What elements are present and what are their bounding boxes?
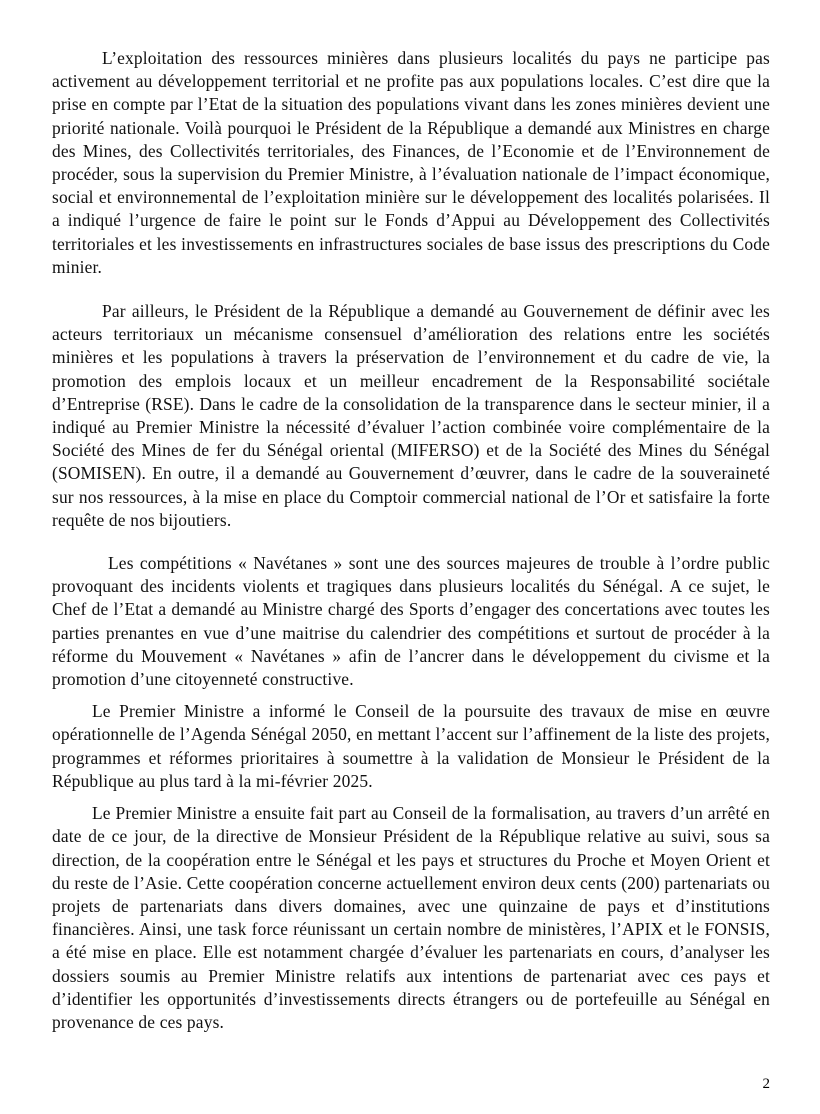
paragraph-5: Le Premier Ministre a ensuite fait part au Conseil de la formalisation, au travers d’un arrêté en date de ce jour, de la directive de Monsieur Président de la République relative au suivi, sous sa direction, de la coopération entre le Sénégal et les pays et structures du Proche et Moyen Orient et du reste de l’Asie. Cette coopération concerne actuellement environ deux cents (200) partenariats ou projets de partenariats dans divers domaines, avec une quinzaine de pays et d’institutions financières. Ainsi, une task force réunissant un certain nombre de ministères, l’APIX et le FONSIS, a été mise en place. Elle est notamment chargée d’évaluer les partenariats en cours, d’analyser les dossiers soumis au Premier Ministre relatifs aux intentions de partenariat avec ces pays et d’identifier les opportunités d’investissements directs étrangers ou de portefeuille au Sénégal en provenance de ces pays. bbox=[52, 803, 770, 1032]
paragraph-1: L’exploitation des ressources minières dans plusieurs localités du pays ne participe pas activement au développement territorial et ne profite pas aux populations locales. C’est dire que la prise en compte par l’Etat de la situation des populations vivant dans les zones minières devient une priorité nationale. Voilà pourquoi le Président de la République a demandé aux Ministres en charge des Mines, des Collectivités territoriales, des Finances, de l’Economie et de l’Environnement de procéder, sous la supervision du Premier Ministre, à l’évaluation nationale de l’impact économique, social et environnemental de l’exploitation minière sur le développement des localités polarisées. Il a indiqué l’urgence de faire le point sur le Fonds d’Appui au Développement des Collectivités territoriales et les investissements en infrastructures sociales de base issus des prescriptions du Code minier. bbox=[52, 48, 770, 277]
paragraph-4: Le Premier Ministre a informé le Conseil de la poursuite des travaux de mise en œuvre opérationnelle de l’Agenda Sénégal 2050, en mettant l’accent sur l’affinement de la liste des projets, programmes et réformes prioritaires à soumettre à la validation de Monsieur le Président de la République au plus tard à la mi-février 2025. bbox=[52, 701, 770, 791]
paragraph-2: Par ailleurs, le Président de la République a demandé au Gouvernement de définir avec les acteurs territoriaux un mécanisme consensuel d’amélioration des relations entre les sociétés minières et les populations à travers la préservation de l’environnement et du cadre de vie, la promotion des emplois locaux et un meilleur encadrement de la Responsabilité sociétale d’Entreprise (RSE). Dans le cadre de la consolidation de la transparence dans le secteur minier, il a indiqué au Premier Ministre la nécessité d’évaluer l’action combinée voire complémentaire de la Société des Mines de fer du Sénégal oriental (MIFERSO) et de la Société des Mines du Sénégal (SOMISEN). En outre, il a demandé au Gouvernement d’œuvrer, dans le cadre de la souveraineté sur nos ressources, à la mise en place du Comptoir commercial national de l’Or et satisfaire la forte requête de nos bijoutiers. bbox=[52, 301, 770, 530]
page-number: 2 bbox=[762, 1076, 770, 1092]
document-body bbox=[52, 47, 770, 1034]
paragraph-3: Les compétitions « Navétanes » sont une des sources majeures de trouble à l’ordre public provoquant des incidents violents et tragiques dans plusieurs localités du Sénégal. A ce sujet, le Chef de l’Etat a demandé au Ministre chargé des Sports d’engager des concertations avec toutes les parties prenantes en vue d’une maitrise du calendrier des compétitions et surtout de procéder à la réforme du Mouvement « Navétanes » afin de l’ancrer dans le développement du civisme et la promotion d’une citoyenneté constructive. bbox=[52, 553, 770, 690]
